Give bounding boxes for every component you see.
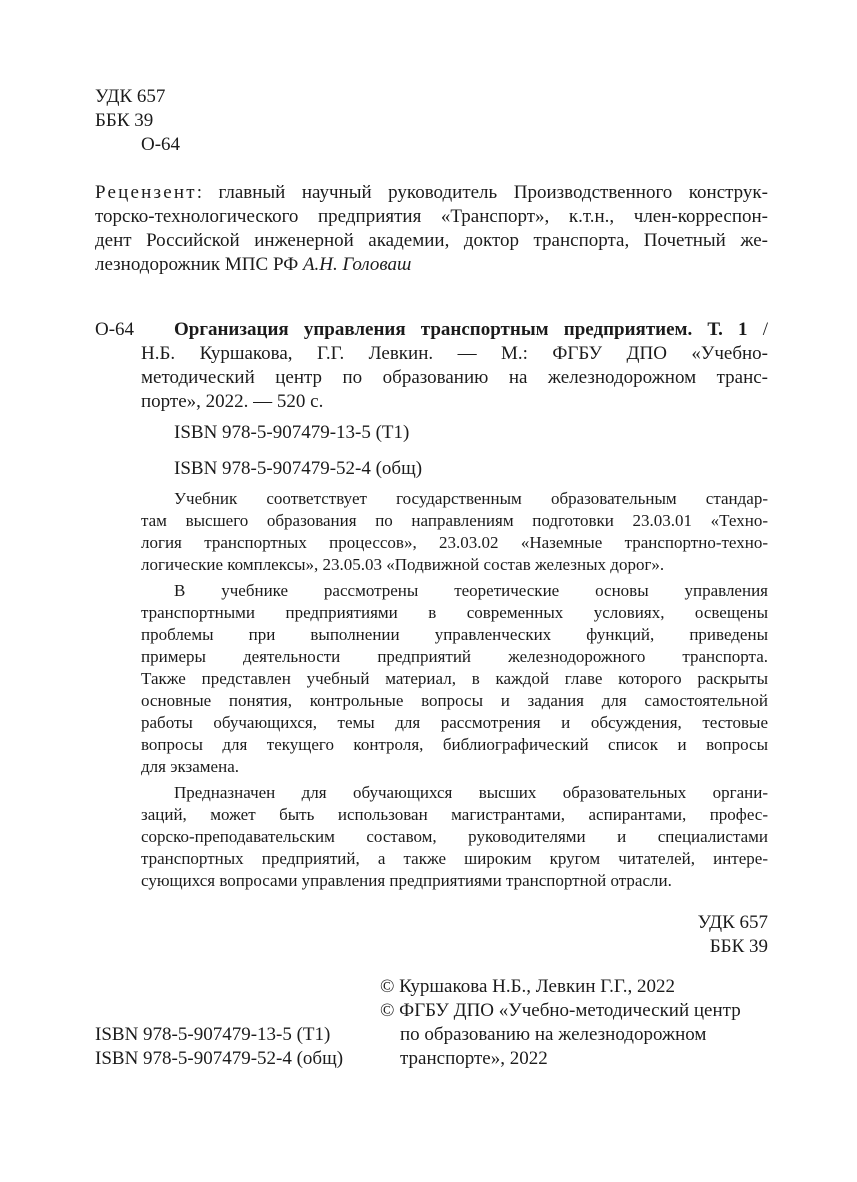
footer-isbn-set: ISBN 978-5-907479-52-4 (общ) — [95, 1048, 344, 1069]
biblio-line: методический центр по образованию на железнодорожном транс- — [141, 367, 768, 388]
annotation-line: логия транспортных процессов», 23.03.02 «Наземные транспортно-техно- — [141, 533, 768, 552]
bbk-code: ББК 39 — [95, 110, 154, 131]
annotation-line: примеры деятельности предприятий железнодорожного транспорта. — [141, 647, 768, 666]
annotation-line: для экзамена. — [141, 757, 239, 776]
annotation-line: сующихся вопросами управления предприятиями транспортной отрасли. — [141, 871, 672, 890]
annotation-line: Также представлен учебный материал, в каждой главе которого раскрыты — [141, 669, 768, 688]
annotation-line: Учебник соответствует государственным образовательным стандар- — [174, 489, 768, 508]
entry-mark: О-64 — [95, 319, 135, 340]
author-mark: О-64 — [141, 134, 181, 155]
copyright-authors: © Куршакова Н.Б., Левкин Г.Г., 2022 — [380, 976, 675, 997]
reviewer-line: дент Российской инженерной академии, доктор транспорта, Почетный же- — [95, 230, 768, 251]
reviewer-line: лезнодорожник МПС РФ А.Н. Головаш — [95, 254, 412, 275]
biblio-line: Н.Б. Куршакова, Г.Г. Левкин. — М.: ФГБУ ДПО «Учебно- — [141, 343, 768, 364]
annotation-line: вопросы для текущего контроля, библиографический список и вопросы — [141, 735, 768, 754]
annotation-line: логические комплексы», 23.05.03 «Подвижной состав железных дорог». — [141, 555, 665, 574]
annotation-line: транспортными предприятиями в современных условиях, освещены — [141, 603, 768, 622]
reviewer-line: торско-технологического предприятия «Транспорт», к.т.н., член-корреспон- — [95, 206, 768, 227]
annotation-line: В учебнике рассмотрены теоретические основы управления — [174, 581, 768, 600]
biblio-line: порте», 2022. — 520 с. — [141, 391, 324, 412]
entry-title-line: Организация управления транспортным предприятием. Т. 1 / — [174, 319, 768, 340]
copyright-publisher: транспорте», 2022 — [400, 1048, 548, 1069]
reviewer-label: Рецензент — [95, 182, 197, 203]
annotation-line: сорско-преподавательским составом, руководителями и специалистами — [141, 827, 768, 846]
udk-code-right: УДК 657 — [697, 912, 768, 933]
reviewer-line: Рецензент: главный научный руководитель Производственного конструк- — [95, 182, 768, 203]
annotation-line: там высшего образования по направлениям подготовки 23.03.01 «Техно- — [141, 511, 768, 530]
annotation-line: основные понятия, контрольные вопросы и задания для самостоятельной — [141, 691, 768, 710]
annotation-line: проблемы при выполнении управленческих функций, приведены — [141, 625, 768, 644]
annotation-line: Предназначен для обучающихся высших образовательных органи- — [174, 783, 768, 802]
bbk-code-right: ББК 39 — [709, 936, 768, 957]
annotation-line: работы обучающихся, темы для рассмотрения и обсуждения, тестовые — [141, 713, 768, 732]
reviewer-name: А.Н. Головаш — [302, 254, 412, 275]
isbn-volume: ISBN 978-5-907479-13-5 (Т1) — [174, 422, 410, 443]
isbn-set: ISBN 978-5-907479-52-4 (общ) — [174, 458, 423, 479]
copyright-publisher: © ФГБУ ДПО «Учебно-методический центр — [380, 1000, 741, 1021]
footer-isbn-volume: ISBN 978-5-907479-13-5 (Т1) — [95, 1024, 331, 1045]
annotation-line: транспортных предприятий, а также широким кругом читателей, интере- — [141, 849, 768, 868]
udk-code: УДК 657 — [95, 86, 166, 107]
copyright-publisher: по образованию на железнодорожном — [400, 1024, 707, 1045]
book-title: Организация управления транспортным предприятием. Т. 1 — [174, 319, 748, 340]
annotation-line: заций, может быть использован магистрантами, аспирантами, профес- — [141, 805, 768, 824]
